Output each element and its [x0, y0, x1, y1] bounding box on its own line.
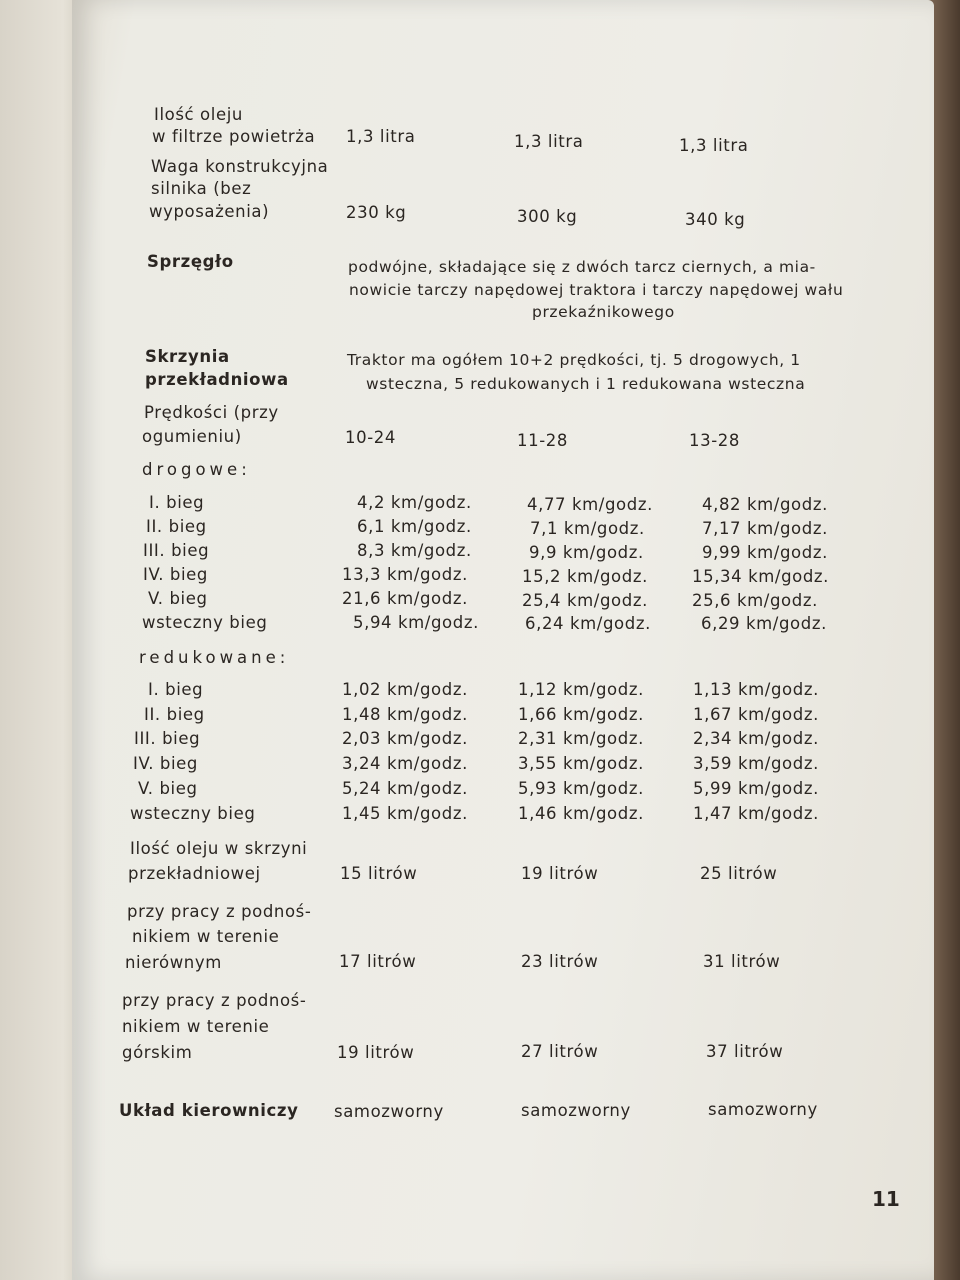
- lift-uneven-label: przy pracy z podnoś-: [127, 902, 312, 921]
- speed-value: 4,77 km/godz.: [527, 495, 653, 514]
- speed-value: 1,12 km/godz.: [518, 680, 644, 699]
- tire-size: 13-28: [689, 431, 740, 450]
- speed-value: 3,24 km/godz.: [342, 754, 468, 773]
- lift-uneven-label: nierównym: [125, 953, 222, 972]
- steering-label: Układ kierowniczy: [119, 1101, 299, 1120]
- speed-value: 1,45 km/godz.: [342, 804, 468, 823]
- gear-label: III. bieg: [143, 541, 210, 560]
- page-number: 11: [872, 1187, 900, 1211]
- oil-volume-value: 23 litrów: [521, 952, 599, 971]
- steering-value: samozworny: [521, 1101, 631, 1120]
- speed-value: 1,48 km/godz.: [342, 705, 468, 724]
- oil-filter-label: w filtrze powietrża: [152, 127, 316, 146]
- speed-value: 1,46 km/godz.: [518, 804, 644, 823]
- gear-label: I. bieg: [149, 493, 205, 512]
- speeds-label: ogumieniu): [142, 427, 242, 446]
- road-gears-heading: drogowe:: [142, 460, 251, 479]
- speed-value: 6,29 km/godz.: [701, 614, 827, 633]
- speed-value: 2,03 km/godz.: [342, 729, 468, 748]
- speed-value: 2,31 km/godz.: [518, 729, 644, 748]
- gearbox-oil-label: Ilość oleju w skrzyni: [130, 839, 308, 858]
- gearbox-description: wsteczna, 5 redukowanych i 1 redukowana wsteczna: [366, 375, 806, 393]
- speed-value: 1,47 km/godz.: [693, 804, 819, 823]
- gearbox-label: przekładniowa: [145, 370, 289, 389]
- engine-weight-value: 300 kg: [517, 207, 578, 226]
- speed-value: 15,34 km/godz.: [692, 567, 830, 586]
- clutch-description: przekaźnikowego: [532, 303, 675, 321]
- speed-value: 6,24 km/godz.: [525, 614, 651, 633]
- gear-label: wsteczny bieg: [142, 613, 268, 632]
- speed-value: 25,4 km/godz.: [522, 591, 648, 610]
- speed-value: 1,02 km/godz.: [342, 680, 468, 699]
- steering-value: samozworny: [334, 1102, 444, 1121]
- speed-value: 4,2 km/godz.: [357, 493, 472, 512]
- oil-volume-value: 19 litrów: [337, 1043, 415, 1062]
- steering-value: samozworny: [708, 1100, 818, 1119]
- gear-label: II. bieg: [144, 705, 205, 724]
- speed-value: 13,3 km/godz.: [342, 565, 468, 584]
- gearbox-label: Skrzynia: [145, 347, 230, 366]
- gear-label: I. bieg: [148, 680, 204, 699]
- speed-value: 3,59 km/godz.: [693, 754, 819, 773]
- clutch-label: Sprzęgło: [147, 252, 234, 271]
- oil-volume-value: 31 litrów: [703, 952, 781, 971]
- oil-filter-value: 1,3 litra: [679, 136, 749, 155]
- speed-value: 5,93 km/godz.: [518, 779, 644, 798]
- speed-value: 3,55 km/godz.: [518, 754, 644, 773]
- oil-volume-value: 15 litrów: [340, 864, 418, 883]
- speed-value: 15,2 km/godz.: [522, 567, 648, 586]
- speed-value: 1,67 km/godz.: [693, 705, 819, 724]
- gear-label: II. bieg: [146, 517, 207, 536]
- speed-value: 9,9 km/godz.: [529, 543, 644, 562]
- speed-value: 6,1 km/godz.: [357, 517, 472, 536]
- oil-filter-label: Ilość oleju: [154, 105, 243, 124]
- gear-label: V. bieg: [138, 779, 198, 798]
- speed-value: 8,3 km/godz.: [357, 541, 472, 560]
- gearbox-oil-label: przekładniowej: [128, 864, 261, 883]
- engine-weight-label: wyposażenia): [149, 202, 270, 221]
- oil-volume-value: 19 litrów: [521, 864, 599, 883]
- speed-value: 5,24 km/godz.: [342, 779, 468, 798]
- lift-mountain-label: przy pracy z podnoś-: [122, 991, 307, 1010]
- lift-mountain-label: nikiem w terenie: [122, 1017, 270, 1036]
- speed-value: 2,34 km/godz.: [693, 729, 819, 748]
- speed-value: 9,99 km/godz.: [702, 543, 828, 562]
- gear-label: IV. bieg: [133, 754, 198, 773]
- gear-label: wsteczny bieg: [130, 804, 256, 823]
- speed-value: 25,6 km/godz.: [692, 591, 818, 610]
- speed-value: 7,17 km/godz.: [702, 519, 828, 538]
- engine-weight-value: 340 kg: [685, 210, 746, 229]
- oil-volume-value: 27 litrów: [521, 1042, 599, 1061]
- speed-value: 1,13 km/godz.: [693, 680, 819, 699]
- lift-mountain-label: górskim: [122, 1043, 193, 1062]
- reduced-gears-heading: redukowane:: [139, 648, 290, 667]
- clutch-description: podwójne, składające się z dwóch tarcz ciernych, a mia-: [348, 258, 816, 276]
- gear-label: III. bieg: [134, 729, 201, 748]
- clutch-description: nowicie tarczy napędowej traktora i tarczy napędowej wału: [349, 281, 844, 299]
- gear-label: V. bieg: [148, 589, 208, 608]
- oil-filter-value: 1,3 litra: [346, 127, 416, 146]
- speed-value: 5,99 km/godz.: [693, 779, 819, 798]
- booklet-page: [72, 0, 934, 1280]
- engine-weight-value: 230 kg: [346, 203, 407, 222]
- oil-volume-value: 37 litrów: [706, 1042, 784, 1061]
- speed-value: 1,66 km/godz.: [518, 705, 644, 724]
- oil-volume-value: 17 litrów: [339, 952, 417, 971]
- speeds-label: Prędkości (przy: [144, 403, 279, 422]
- oil-volume-value: 25 litrów: [700, 864, 778, 883]
- speed-value: 5,94 km/godz.: [353, 613, 479, 632]
- lift-uneven-label: nikiem w terenie: [132, 927, 280, 946]
- speed-value: 7,1 km/godz.: [530, 519, 645, 538]
- oil-filter-value: 1,3 litra: [514, 132, 584, 151]
- tire-size: 11-28: [517, 431, 568, 450]
- gearbox-description: Traktor ma ogółem 10+2 prędkości, tj. 5 drogowych, 1: [347, 351, 801, 369]
- speed-value: 21,6 km/godz.: [342, 589, 468, 608]
- engine-weight-label: silnika (bez: [151, 179, 252, 198]
- speed-value: 4,82 km/godz.: [702, 495, 828, 514]
- tire-size: 10-24: [345, 428, 396, 447]
- engine-weight-label: Waga konstrukcyjna: [151, 157, 329, 176]
- gear-label: IV. bieg: [143, 565, 208, 584]
